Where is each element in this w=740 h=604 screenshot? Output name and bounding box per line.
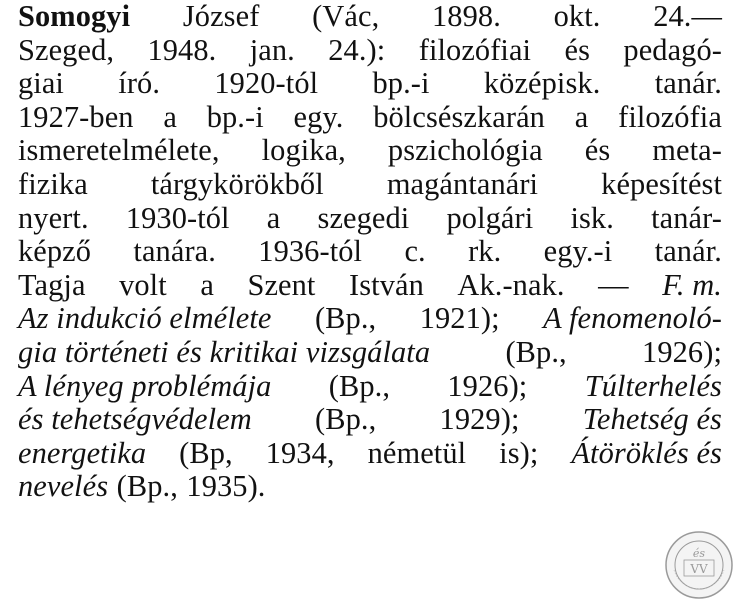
- library-seal-stamp: [664, 530, 734, 600]
- text-token: 1930-tól: [125, 200, 230, 235]
- work-title: A lényeg problémája: [18, 368, 272, 403]
- text-token: okt.: [553, 0, 601, 33]
- text-token: író.: [118, 66, 161, 101]
- work-title: Túlterhelés: [584, 368, 722, 403]
- text-token: nyert.: [18, 200, 89, 235]
- text-token: tanára.: [133, 234, 216, 269]
- text-token: egy.: [293, 99, 344, 134]
- text-token: c.: [404, 234, 426, 269]
- text-token: (Bp.,: [328, 368, 391, 403]
- text-token: egy.-i: [543, 234, 613, 269]
- text-token: (Bp,: [179, 435, 233, 470]
- text-token: 1926);: [447, 368, 528, 403]
- text-line: [18, 134, 722, 168]
- text-token: (Bp.,: [315, 402, 377, 437]
- work-title: F. m.: [662, 267, 722, 302]
- text-token: 1927-ben: [18, 99, 134, 134]
- text-line: [18, 235, 722, 269]
- text-line: [18, 168, 722, 202]
- text-line: [18, 101, 722, 135]
- text-token: Tagja: [18, 267, 86, 302]
- text-line: [18, 202, 722, 236]
- text-token: giai: [18, 66, 64, 101]
- text-line: [18, 302, 722, 336]
- text-token: a: [163, 99, 177, 134]
- text-token: ismeretelmélete,: [18, 133, 220, 168]
- text-token: bp.-i: [206, 99, 264, 134]
- entry-name: Somogyi: [18, 0, 131, 33]
- text-line: [18, 34, 722, 68]
- text-token: a: [574, 99, 589, 134]
- text-line: [18, 370, 722, 404]
- text-token: németül: [367, 435, 467, 470]
- text-token: a: [200, 267, 214, 302]
- text-token: (Vác,: [312, 0, 380, 33]
- text-token: szegedi: [317, 200, 410, 235]
- text-line: [18, 67, 722, 101]
- encyclopedia-entry: [18, 0, 722, 504]
- text-token: fizika: [18, 166, 88, 201]
- text-token: magántanári: [386, 166, 539, 201]
- text-token: Szent: [247, 267, 316, 302]
- text-token: (Bp.,: [314, 301, 377, 336]
- text-line: [18, 336, 722, 370]
- text-token: tanár.: [654, 234, 722, 269]
- text-token: képesítést: [601, 166, 722, 201]
- text-token: 1926);: [642, 334, 722, 369]
- text-token: 1934,: [265, 435, 335, 470]
- work-title: Az indukció elmélete: [18, 301, 272, 336]
- text-token: tárgykörökből: [150, 166, 324, 201]
- text-token: polgári: [446, 200, 534, 235]
- text-token: 1929);: [439, 402, 520, 437]
- work-title: Átöröklés és: [571, 435, 722, 470]
- text-token: 1948.: [147, 32, 217, 67]
- text-token: tanár-: [651, 200, 722, 235]
- text-line: [18, 437, 722, 471]
- text-token: 24.):: [328, 32, 386, 67]
- seal-top-text: és: [692, 547, 706, 560]
- text-token: és: [584, 133, 611, 168]
- text-token: képző: [18, 234, 92, 269]
- work-title: Tehetség és: [582, 402, 722, 437]
- text-token: középisk.: [483, 66, 601, 101]
- text-token: meta-: [652, 133, 722, 168]
- text-token: 1935).: [186, 469, 266, 504]
- work-title: és tehetségvédelem: [18, 402, 252, 437]
- text-token: a: [266, 200, 281, 235]
- text-token: Ak.-nak.: [457, 267, 565, 302]
- text-token: tanár.: [654, 66, 722, 101]
- text-token: (Bp.,: [116, 469, 178, 504]
- text-token: bölcsészkarán: [373, 99, 545, 134]
- text-token: József: [182, 0, 260, 33]
- text-token: 24.—: [653, 0, 722, 33]
- text-token: 1898.: [432, 0, 501, 33]
- text-token: is);: [499, 435, 539, 470]
- text-token: logika,: [261, 133, 346, 168]
- text-token: volt: [119, 267, 167, 302]
- text-token: bp.-i: [372, 66, 430, 101]
- work-title: energetika: [18, 435, 147, 470]
- text-token: István: [349, 267, 424, 302]
- text-token: jan.: [249, 32, 295, 67]
- text-token: rk.: [468, 234, 502, 269]
- work-title: gia történeti és kritikai vizsgálata: [18, 334, 431, 369]
- text-token: Szeged,: [18, 32, 115, 67]
- seal-initials: VV: [690, 562, 708, 576]
- text-line: [18, 269, 722, 303]
- text-token: filozófia: [618, 99, 722, 134]
- text-token: és: [564, 32, 591, 67]
- text-token: pszichológia: [387, 133, 543, 168]
- text-token: pedagó-: [623, 32, 722, 67]
- text-line: [18, 470, 722, 504]
- text-token: —: [598, 267, 629, 302]
- text-token: isk.: [570, 200, 614, 235]
- text-token: (Bp.,: [505, 334, 567, 369]
- work-title: nevelés: [18, 469, 109, 504]
- text-token: filozófiai: [418, 32, 532, 67]
- work-title: A fenomenoló-: [543, 301, 722, 336]
- text-line: [18, 403, 722, 437]
- text-token: 1921);: [419, 301, 500, 336]
- text-token: 1920-tól: [214, 66, 319, 101]
- text-line: [18, 0, 722, 34]
- text-token: 1936-tól: [258, 234, 363, 269]
